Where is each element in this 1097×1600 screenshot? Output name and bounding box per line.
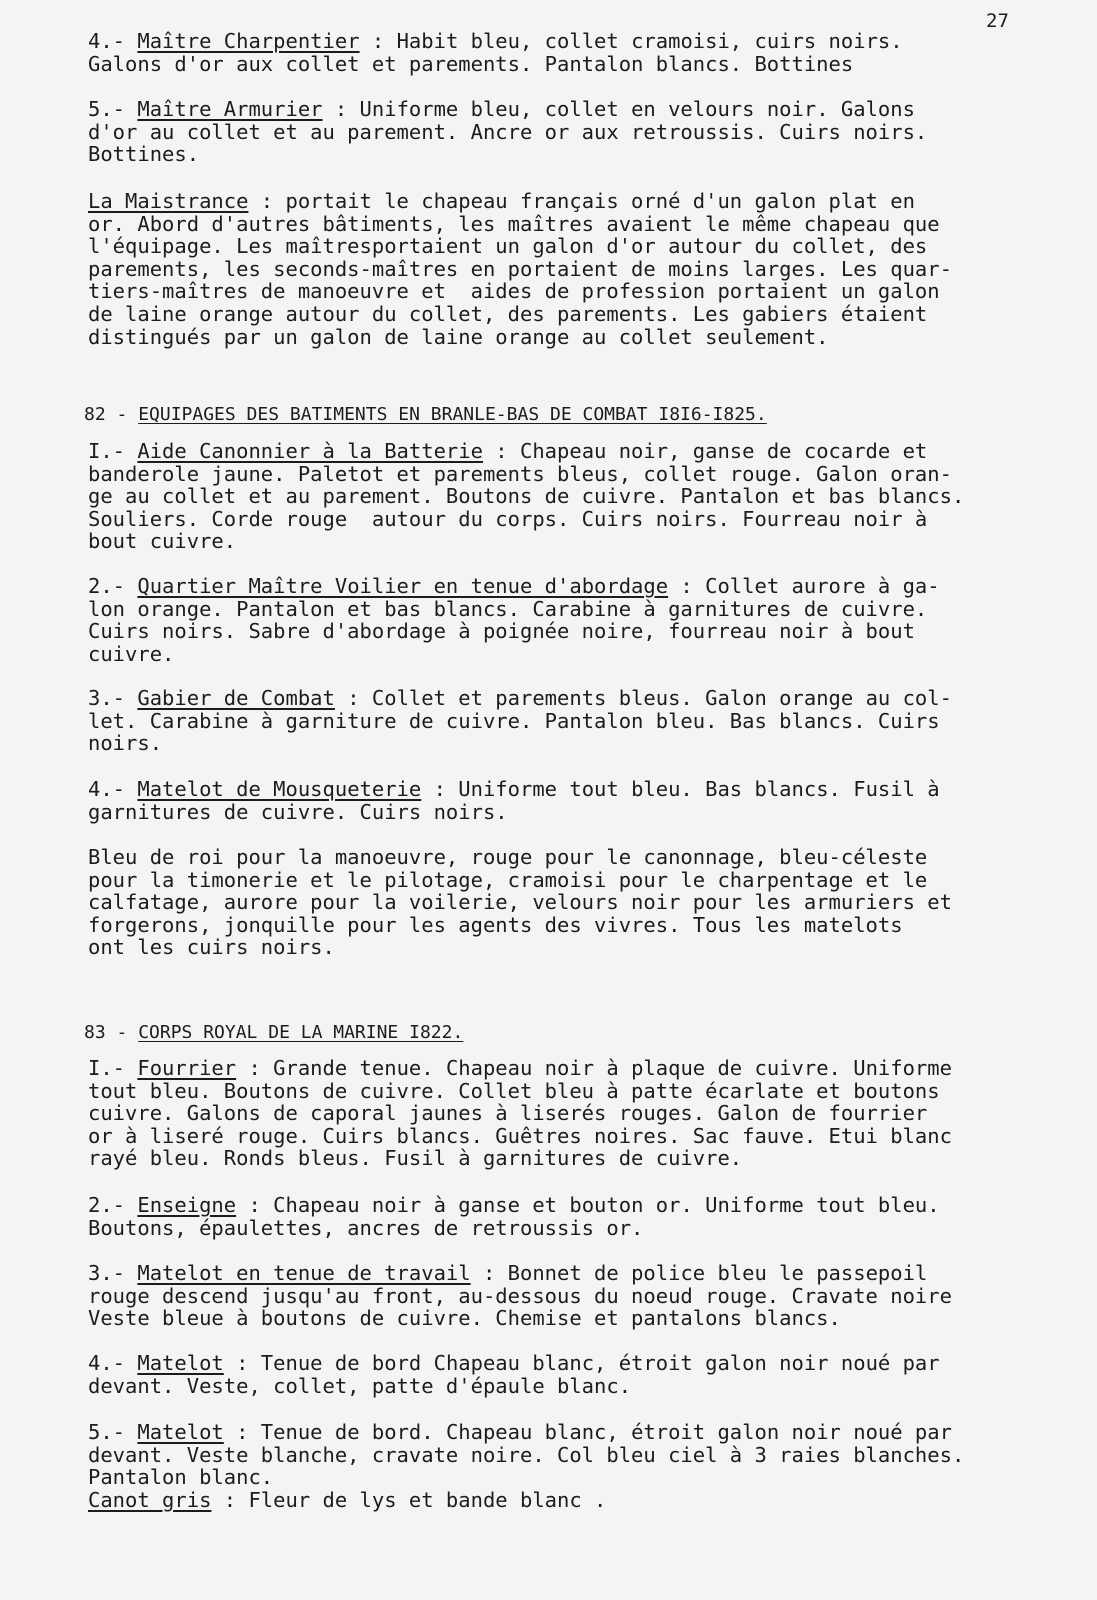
entry-line: Cuirs noirs. Sabre d'abordage à poignée noire, fourreau noir à bout — [88, 619, 915, 644]
entry-line: bout cuivre. — [88, 529, 237, 554]
entry-title: Maître Armurier — [137, 97, 323, 121]
entry-line — [88, 30, 1073, 53]
entry-line: or à liseré rouge. Cuirs blancs. Guêtres noires. Sac fauve. Etui blanc — [88, 1123, 952, 1148]
entry-text: : Tenue de bord. Chapeau blanc, étroit galon noir noué par — [223, 1420, 952, 1444]
entry-text: : Bonnet de police bleu le passepoil — [470, 1261, 928, 1285]
entry-line: noirs. — [88, 731, 163, 756]
entry-text: : Uniforme tout bleu. Bas blancs. Fusil à — [421, 777, 940, 801]
entry-line — [88, 1421, 1073, 1444]
section-heading-82 — [84, 404, 767, 425]
entry-maitre-charpentier — [88, 30, 1073, 75]
entry-title: La Maistrance — [88, 189, 249, 213]
entry-text: : Collet aurore à ga- — [668, 574, 940, 598]
entry-number: 3.- — [88, 686, 138, 710]
entry-text: : Tenue de bord Chapeau blanc, étroit galon noir noué par — [223, 1351, 940, 1375]
entry-title: Matelot de Mousqueterie — [137, 777, 422, 801]
entry-line — [88, 575, 1073, 598]
entry-text: : Fleur de lys et bande blanc . — [211, 1487, 607, 1512]
entry-text: : Grande tenue. Chapeau noir à plaque de cuivre. Uniforme — [236, 1056, 952, 1080]
entry-line — [88, 1262, 1073, 1285]
entry-line: Galons d'or aux collet et parements. Pantalon blancs. Bottines — [88, 51, 854, 76]
entry-line: d'or au collet et au parement. Ancre or aux retroussis. Cuirs noirs. — [88, 119, 928, 144]
entry-line: garnitures de cuivre. Cuirs noirs. — [88, 799, 508, 824]
entry-text: : Chapeau noir, ganse de cocarde et — [482, 439, 928, 463]
entry-text: : portait le chapeau français orné d'un galon plat en — [248, 189, 915, 213]
entry-number: 5.- — [88, 97, 138, 121]
entry-title: Matelot — [137, 1351, 224, 1375]
entry-line — [88, 98, 1073, 121]
entry-text: : Habit bleu, collet cramoisi, cuirs noirs. — [359, 29, 903, 53]
entry-line — [88, 687, 1073, 710]
entry-line: lon orange. Pantalon et bas blancs. Carabine à garnitures de cuivre. — [88, 596, 928, 621]
entry-line: tiers-maîtres de manoeuvre et aides de profession portaient un galon — [88, 279, 940, 304]
entry-line — [88, 778, 1073, 801]
entry-title: Matelot en tenue de travail — [137, 1261, 471, 1285]
section-number: 83 - — [84, 1022, 139, 1043]
entry-matelot-5 — [88, 1421, 1073, 1511]
entry-maitre-armurier — [88, 98, 1073, 166]
entry-line: Bleu de roi pour la manoeuvre, rouge pour le canonnage, bleu-céleste — [88, 845, 928, 869]
entry-line: distingués par un galon de laine orange au collet seulement. — [88, 324, 829, 349]
entry-line: Souliers. Corde rouge autour du corps. Cuirs noirs. Fourreau noir à — [88, 506, 928, 531]
entry-number: I.- — [88, 1056, 138, 1080]
entry-number: 4.- — [88, 29, 138, 53]
entry-text: : Uniforme bleu, collet en velours noir. Galons — [322, 97, 915, 121]
entry-line: ont les cuirs noirs. — [88, 935, 335, 960]
entry-line: rouge descend jusqu'au front, au-dessous du noeud rouge. Cravate noire — [88, 1283, 952, 1308]
entry-matelot-4 — [88, 1352, 1073, 1397]
entry-line: banderole jaune. Paletot et parements bleus, collet rouge. Galon oran- — [88, 461, 952, 486]
entry-matelot-mousqueterie — [88, 778, 1073, 823]
entry-line: calfatage, aurore pour la voilerie, velours noir pour les armuriers et — [88, 890, 952, 915]
entry-line — [88, 1057, 1073, 1080]
entry-line: parements, les seconds-maîtres en portaient de moins larges. Les quar- — [88, 256, 952, 281]
entry-line: de laine orange autour du collet, des parements. Les gabiers étaient — [88, 301, 928, 326]
paragraph-color-notes — [88, 846, 1073, 959]
entry-line: or. Abord d'autres bâtiments, les maîtres avaient le même chapeau que — [88, 211, 940, 236]
section-title: CORPS ROYAL DE LA MARINE I822. — [138, 1022, 464, 1043]
section-heading-83 — [84, 1022, 463, 1043]
entry-line: rayé bleu. Ronds bleus. Fusil à garnitures de cuivre. — [88, 1146, 743, 1171]
entry-text: : Chapeau noir à ganse et bouton or. Uniforme tout bleu. — [236, 1193, 940, 1217]
entry-number: 4.- — [88, 777, 138, 801]
entry-title: Fourrier — [137, 1056, 237, 1080]
entry-gabier-de-combat — [88, 687, 1073, 755]
entry-line — [88, 440, 1073, 463]
entry-title: Maître Charpentier — [137, 29, 360, 53]
section-title: EQUIPAGES DES BATIMENTS EN BRANLE-BAS DE COMBAT I8I6-I825. — [138, 404, 767, 425]
entry-line: cuivre. — [88, 641, 175, 666]
entry-line: devant. Veste blanche, cravate noire. Col bleu ciel à 3 raies blanches. — [88, 1442, 965, 1467]
entry-title: Gabier de Combat — [137, 686, 335, 710]
entry-line: tout bleu. Boutons de cuivre. Collet bleu à patte écarlate et boutons — [88, 1078, 940, 1103]
entry-line — [88, 1489, 1073, 1512]
entry-title: Quartier Maître Voilier en tenue d'abordage — [137, 574, 669, 598]
entry-line: ge au collet et au parement. Boutons de cuivre. Pantalon et bas blancs. — [88, 484, 965, 509]
paragraph-maistrance — [88, 190, 1073, 348]
entry-title: Aide Canonnier à la Batterie — [137, 439, 483, 463]
entry-title: Canot gris — [88, 1487, 212, 1512]
entry-line: cuivre. Galons de caporal jaunes à liserés rouges. Galon de fourrier — [88, 1101, 928, 1126]
entry-line: Bottines. — [88, 142, 200, 167]
section-number: 82 - — [84, 404, 139, 425]
entry-line: pour la timonerie et le pilotage, cramoisi pour le charpentage et le — [88, 867, 928, 892]
entry-text: : Collet et parements bleus. Galon orange au col- — [334, 686, 952, 710]
entry-line — [88, 1194, 1073, 1217]
entry-number: I.- — [88, 439, 138, 463]
entry-enseigne — [88, 1194, 1073, 1239]
entry-line: let. Carabine à garniture de cuivre. Pantalon bleu. Bas blancs. Cuirs — [88, 708, 940, 733]
entry-matelot-tenue-travail — [88, 1262, 1073, 1330]
entry-line: devant. Veste, collet, patte d'épaule blanc. — [88, 1373, 632, 1398]
entry-line: Veste bleue à boutons de cuivre. Chemise et pantalons blancs. — [88, 1306, 841, 1331]
entry-line: forgerons, jonquille pour les agents des vivres. Tous les matelots — [88, 912, 903, 937]
entry-line: Boutons, épaulettes, ancres de retroussis or. — [88, 1215, 644, 1240]
entry-line — [88, 1352, 1073, 1375]
entry-line: l'équipage. Les maîtresportaient un galon d'or autour du collet, des — [88, 234, 928, 259]
entry-title: Matelot — [137, 1420, 224, 1444]
entry-quartier-maitre-voilier — [88, 575, 1073, 665]
entry-fourrier — [88, 1057, 1073, 1170]
entry-number: 5.- — [88, 1420, 138, 1444]
entry-number: 3.- — [88, 1261, 138, 1285]
entry-number: 2.- — [88, 574, 138, 598]
entry-number: 4.- — [88, 1351, 138, 1375]
entry-aide-canonnier — [88, 440, 1073, 553]
entry-line — [88, 190, 1073, 213]
entry-number: 2.- — [88, 1193, 138, 1217]
page-number: 27 — [986, 10, 1009, 32]
entry-title: Enseigne — [137, 1193, 237, 1217]
entry-line: Pantalon blanc. — [88, 1465, 274, 1490]
